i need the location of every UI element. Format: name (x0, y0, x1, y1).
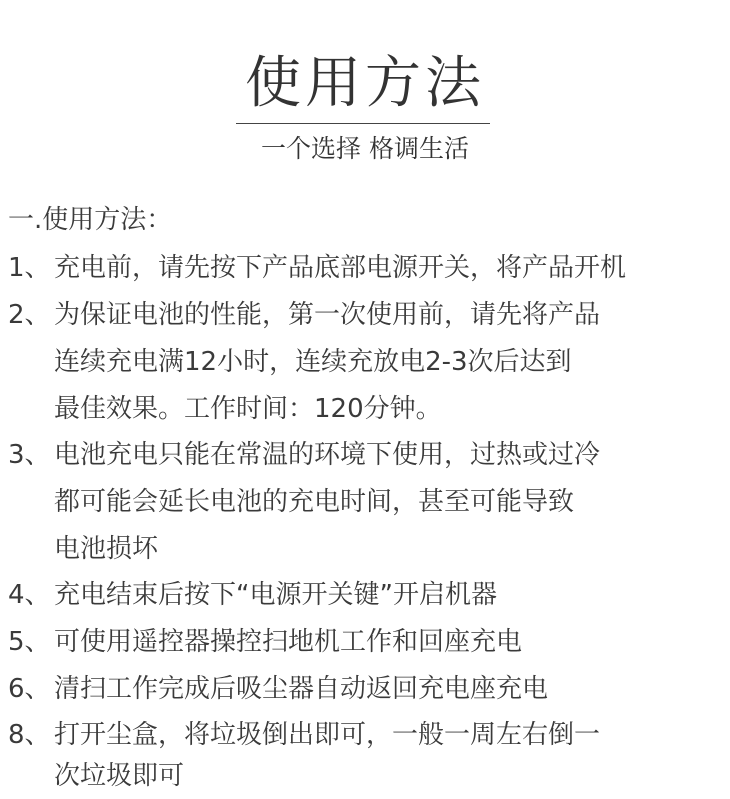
step-text: 连续充电满12小时，连续充放电2-3次后达到 (54, 347, 572, 377)
step-6 (0, 667, 730, 711)
step-text: 充电结束后按下“电源开关键”开启机器 (54, 580, 497, 610)
step-3 (0, 433, 730, 477)
step-3-continued (0, 480, 730, 524)
step-number: 1、 (8, 253, 51, 283)
section-heading-text: 一.使用方法： (8, 205, 173, 235)
step-8 (0, 713, 730, 757)
step-text: 为保证电池的性能，第一次使用前，请先将产品 (54, 300, 601, 330)
step-number: 4、 (8, 580, 51, 610)
step-text: 电池充电只能在常温的环境下使用，过热或过冷 (54, 440, 601, 470)
step-2 (0, 293, 730, 337)
page-subtitle: 一个选择 格调生活 (261, 134, 469, 163)
step-number: 3、 (8, 440, 51, 470)
step-5 (0, 620, 730, 664)
step-number: 2、 (8, 300, 51, 330)
step-2-continued (0, 340, 730, 384)
step-3-continued (0, 527, 730, 571)
page-title: 使用方法 (245, 51, 485, 116)
step-2-continued (0, 387, 730, 431)
step-number: 5、 (8, 627, 51, 657)
step-text: 可使用遥控器操控扫地机工作和回座充电 (54, 627, 523, 657)
step-4 (0, 573, 730, 617)
section-heading (0, 198, 730, 242)
step-text: 打开尘盒，将垃圾倒出即可，一般一周左右倒一 (54, 720, 601, 750)
step-1 (0, 246, 730, 290)
step-text: 清扫工作完成后吸尘器自动返回充电座充电 (54, 674, 549, 704)
step-number: 6、 (8, 674, 51, 704)
step-8-continued (0, 754, 730, 798)
step-text: 都可能会延长电池的充电时间，甚至可能导致 (54, 487, 575, 517)
step-text: 充电前，请先按下产品底部电源开关，将产品开机 (54, 253, 627, 283)
step-text: 次垃圾即可 (54, 761, 185, 791)
title-divider (236, 123, 490, 124)
step-text: 电池损坏 (54, 534, 159, 564)
step-text: 最佳效果。工作时间：120分钟。 (54, 394, 442, 424)
step-number: 8、 (8, 720, 51, 750)
